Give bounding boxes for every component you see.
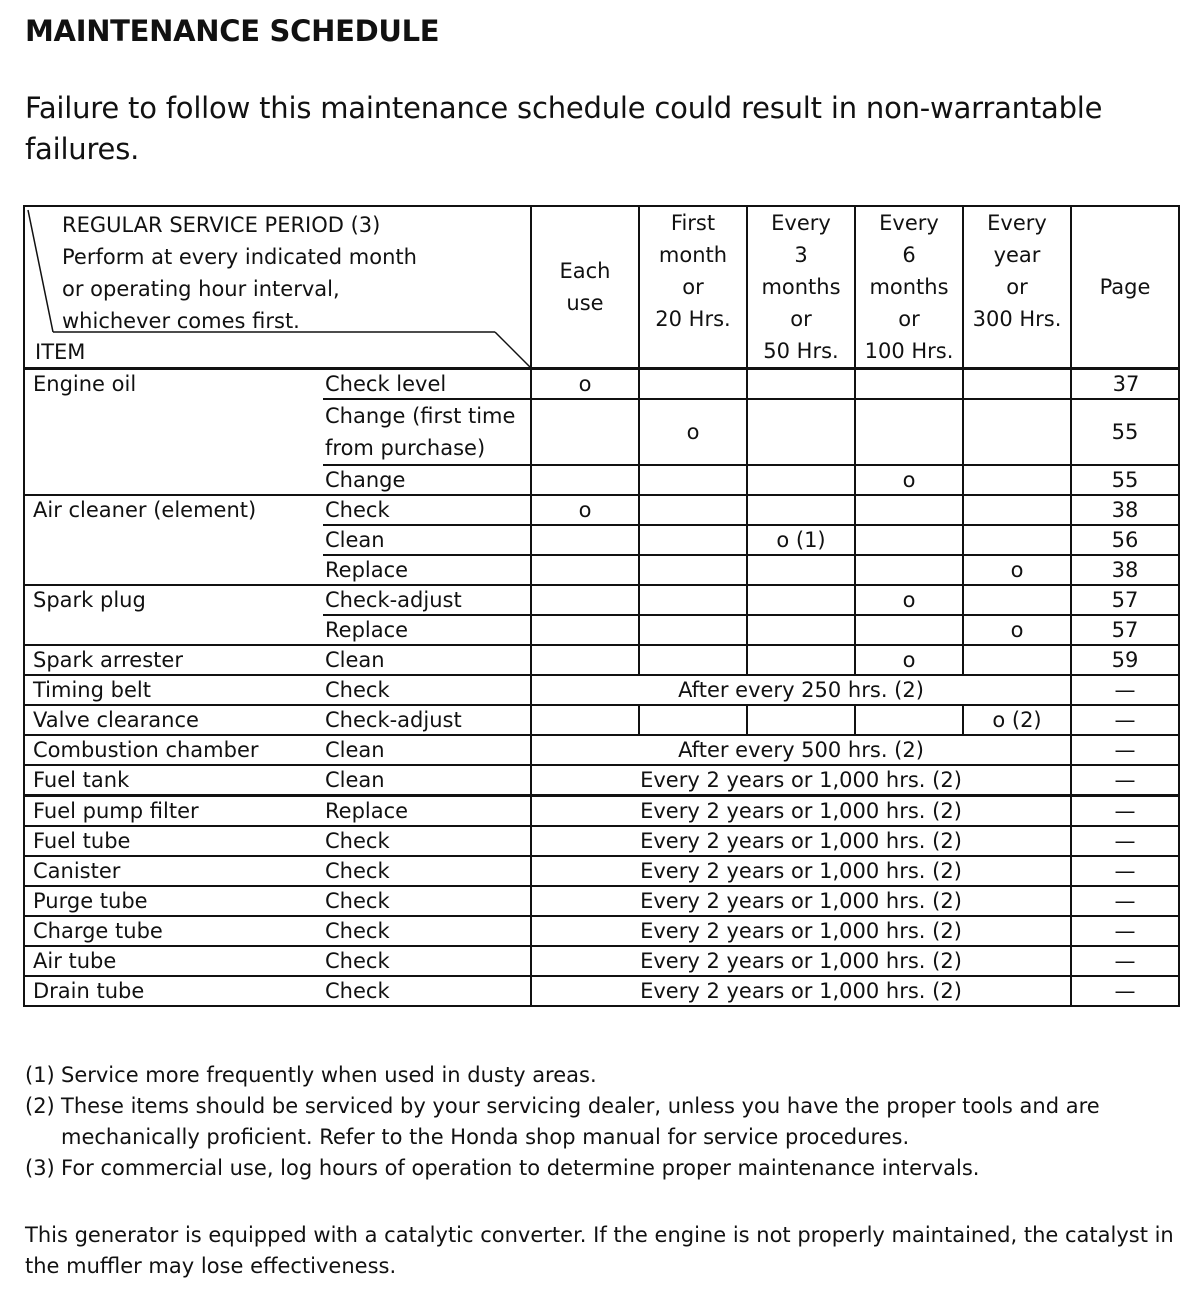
page-number: — — [1071, 675, 1179, 705]
operation: Replace — [323, 615, 531, 645]
page-number: 55 — [1071, 465, 1179, 495]
item-name: Canister — [24, 856, 323, 886]
footnote-number: (2) — [25, 1094, 55, 1118]
table-row — [24, 675, 1179, 705]
table-row — [24, 976, 1179, 1006]
page-title: MAINTENANCE SCHEDULE — [25, 14, 440, 48]
page-number: 57 — [1071, 615, 1179, 645]
page-number: 55 — [1071, 399, 1179, 465]
page-number: — — [1071, 916, 1179, 946]
period-6-months: Every 6 months or 100 Hrs. — [855, 206, 963, 369]
footnote-text: These items should be serviced by your servicing dealer, unless you have the proper tools and are mechanically proficient. Refer to the Honda shop manual for service procedures. — [61, 1094, 1100, 1149]
interval-text: Every 2 years or 1,000 hrs. (2) — [531, 765, 1071, 796]
maintenance-table — [23, 205, 1180, 1007]
item-name: Spark plug — [24, 585, 323, 615]
item-name: Combustion chamber — [24, 735, 323, 765]
interval-text: Every 2 years or 1,000 hrs. (2) — [531, 916, 1071, 946]
operation: Check-adjust — [323, 705, 531, 735]
table-row — [24, 369, 1179, 400]
page-number: — — [1071, 886, 1179, 916]
table-row — [24, 705, 1179, 735]
table-row — [24, 735, 1179, 765]
item-name: Spark arrester — [24, 645, 323, 675]
period-first-month: First month or 20 Hrs. — [639, 206, 747, 369]
table-row — [24, 826, 1179, 856]
page-number: — — [1071, 826, 1179, 856]
period-3-months: Every 3 months or 50 Hrs. — [747, 206, 855, 369]
page-number: — — [1071, 765, 1179, 796]
footnote — [25, 1153, 1175, 1184]
catalytic-converter-note: This generator is equipped with a catalytic converter. If the engine is not properly maintained, the catalyst in the muffler may lose effectiveness. — [25, 1223, 1174, 1278]
item-name: Fuel pump filter — [24, 796, 323, 827]
page-number: — — [1071, 796, 1179, 827]
item-name: Drain tube — [24, 976, 323, 1006]
table-row — [24, 555, 1179, 585]
table-row — [24, 495, 1179, 525]
operation: Check — [323, 495, 531, 525]
table-row — [24, 916, 1179, 946]
operation: Clean — [323, 645, 531, 675]
interval-text: Every 2 years or 1,000 hrs. (2) — [531, 796, 1071, 827]
interval-text: Every 2 years or 1,000 hrs. (2) — [531, 976, 1071, 1006]
table-row — [24, 585, 1179, 615]
mark: o — [531, 369, 639, 400]
operation: Check — [323, 946, 531, 976]
table-row — [24, 465, 1179, 495]
mark: o — [855, 585, 963, 615]
interval-text: Every 2 years or 1,000 hrs. (2) — [531, 946, 1071, 976]
item-name: Purge tube — [24, 886, 323, 916]
footnote — [25, 1060, 1175, 1091]
period-every-year: Every year or 300 Hrs. — [963, 206, 1071, 369]
page-number: — — [1071, 735, 1179, 765]
mark: o — [855, 645, 963, 675]
page-number: 57 — [1071, 585, 1179, 615]
page-number: 37 — [1071, 369, 1179, 400]
header-row — [24, 206, 1179, 369]
table-row — [24, 525, 1179, 555]
period-each-use: Each use — [531, 206, 639, 369]
footnote-text: Service more frequently when used in dusty areas. — [61, 1063, 597, 1087]
item-name: Fuel tank — [24, 765, 323, 796]
intro-warning: Failure to follow this maintenance schedule could result in non-warrantable failures. — [25, 91, 1103, 166]
mark: o — [855, 465, 963, 495]
header-corner — [24, 206, 531, 369]
mark: o (2) — [963, 705, 1071, 735]
item-name: Fuel tube — [24, 826, 323, 856]
table-row — [24, 856, 1179, 886]
item-name: Valve clearance — [24, 705, 323, 735]
page-header: Page — [1071, 206, 1179, 369]
table-row — [24, 399, 1179, 465]
interval-text: After every 250 hrs. (2) — [531, 675, 1071, 705]
service-period-heading: REGULAR SERVICE PERIOD (3) Perform at every indicated month or operating hour interval, whichever comes first. — [62, 213, 417, 333]
page-number: 38 — [1071, 495, 1179, 525]
operation: Change — [323, 465, 531, 495]
item-name: Timing belt — [24, 675, 323, 705]
operation: Check — [323, 856, 531, 886]
page-number: — — [1071, 946, 1179, 976]
operation: Check — [323, 976, 531, 1006]
footnote-number: (3) — [25, 1156, 55, 1180]
mark: o — [639, 399, 747, 465]
operation: Clean — [323, 765, 531, 796]
operation: Check-adjust — [323, 585, 531, 615]
table-row — [24, 645, 1179, 675]
mark: o — [963, 555, 1071, 585]
operation: Check — [323, 675, 531, 705]
operation: Clean — [323, 735, 531, 765]
mark: o — [963, 615, 1071, 645]
page-number: — — [1071, 705, 1179, 735]
item-label: ITEM — [35, 340, 86, 364]
footnote-number: (1) — [25, 1063, 55, 1087]
page-number: — — [1071, 976, 1179, 1006]
operation: Check — [323, 886, 531, 916]
mark: o — [531, 495, 639, 525]
footnote — [25, 1091, 1175, 1153]
operation: Replace — [323, 796, 531, 827]
table-row — [24, 946, 1179, 976]
mark: o (1) — [747, 525, 855, 555]
table-row — [24, 886, 1179, 916]
operation: Clean — [323, 525, 531, 555]
operation: Check — [323, 826, 531, 856]
table-row — [24, 615, 1179, 645]
interval-text: Every 2 years or 1,000 hrs. (2) — [531, 856, 1071, 886]
interval-text: Every 2 years or 1,000 hrs. (2) — [531, 886, 1071, 916]
page-number: 59 — [1071, 645, 1179, 675]
page-number: — — [1071, 856, 1179, 886]
interval-text: After every 500 hrs. (2) — [531, 735, 1071, 765]
operation: Change (first time from purchase) — [323, 399, 531, 465]
table-row — [24, 796, 1179, 827]
footnote-text: For commercial use, log hours of operation to determine proper maintenance intervals. — [61, 1156, 980, 1180]
page-number: 38 — [1071, 555, 1179, 585]
table-row — [24, 765, 1179, 796]
item-name: Air tube — [24, 946, 323, 976]
item-name: Air cleaner (element) — [24, 495, 323, 525]
item-name: Charge tube — [24, 916, 323, 946]
item-name: Engine oil — [24, 369, 323, 400]
page-number: 56 — [1071, 525, 1179, 555]
operation: Check level — [323, 369, 531, 400]
operation: Replace — [323, 555, 531, 585]
footnotes — [25, 1060, 1175, 1184]
interval-text: Every 2 years or 1,000 hrs. (2) — [531, 826, 1071, 856]
operation: Check — [323, 916, 531, 946]
